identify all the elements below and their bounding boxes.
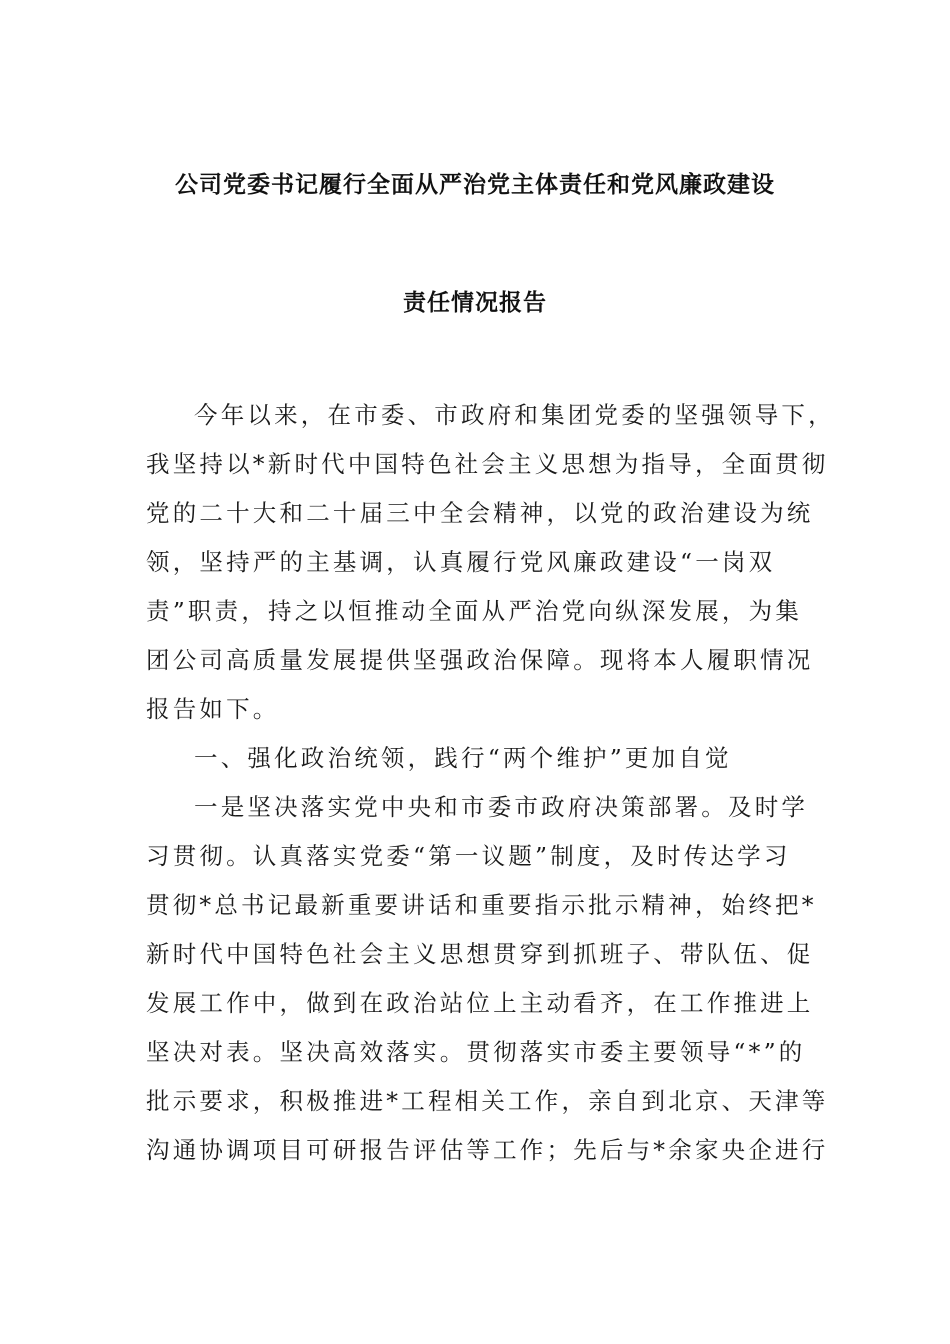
section-heading: 一、强化政治统领，践行“两个维护”更加自觉 — [194, 744, 732, 772]
body-line: 领，坚持严的主基调，认真履行党风廉政建设“一岗双 — [146, 548, 776, 576]
body-line: 习贯彻。认真落实党委“第一议题”制度，及时传达学习 — [146, 842, 791, 870]
body-line: 责”职责，持之以恒推动全面从严治党向纵深发展，为集 — [146, 597, 803, 625]
body-line: 今年以来，在市委、市政府和集团党委的坚强领导下， — [194, 401, 835, 429]
body-line: 一是坚决落实党中央和市委市政府决策部署。及时学 — [194, 793, 809, 821]
body-line: 发展工作中，做到在政治站位上主动看齐，在工作推进上 — [146, 989, 814, 1017]
body-line: 我坚持以*新时代中国特色社会主义思想为指导，全面贯彻 — [146, 450, 829, 478]
document-title-line-2: 责任情况报告 — [403, 290, 547, 316]
document-title-line-1: 公司党委书记履行全面从严治党主体责任和党风廉政建设 — [175, 172, 775, 198]
body-line: 坚决对表。坚决高效落实。贯彻落实市委主要领导“*”的 — [146, 1038, 806, 1066]
body-line: 新时代中国特色社会主义思想贯穿到抓班子、带队伍、促 — [146, 940, 814, 968]
body-line: 沟通协调项目可研报告评估等工作；先后与*余家央企进行 — [146, 1136, 829, 1164]
body-line: 党的二十大和二十届三中全会精神，以党的政治建设为统 — [146, 499, 814, 527]
body-line: 报告如下。 — [146, 695, 280, 723]
body-line: 贯彻*总书记最新重要讲话和重要指示批示精神，始终把* — [146, 891, 817, 919]
body-line: 批示要求，积极推进*工程相关工作，亲自到北京、天津等 — [146, 1087, 829, 1115]
body-line: 团公司高质量发展提供坚强政治保障。现将本人履职情况 — [146, 646, 814, 674]
